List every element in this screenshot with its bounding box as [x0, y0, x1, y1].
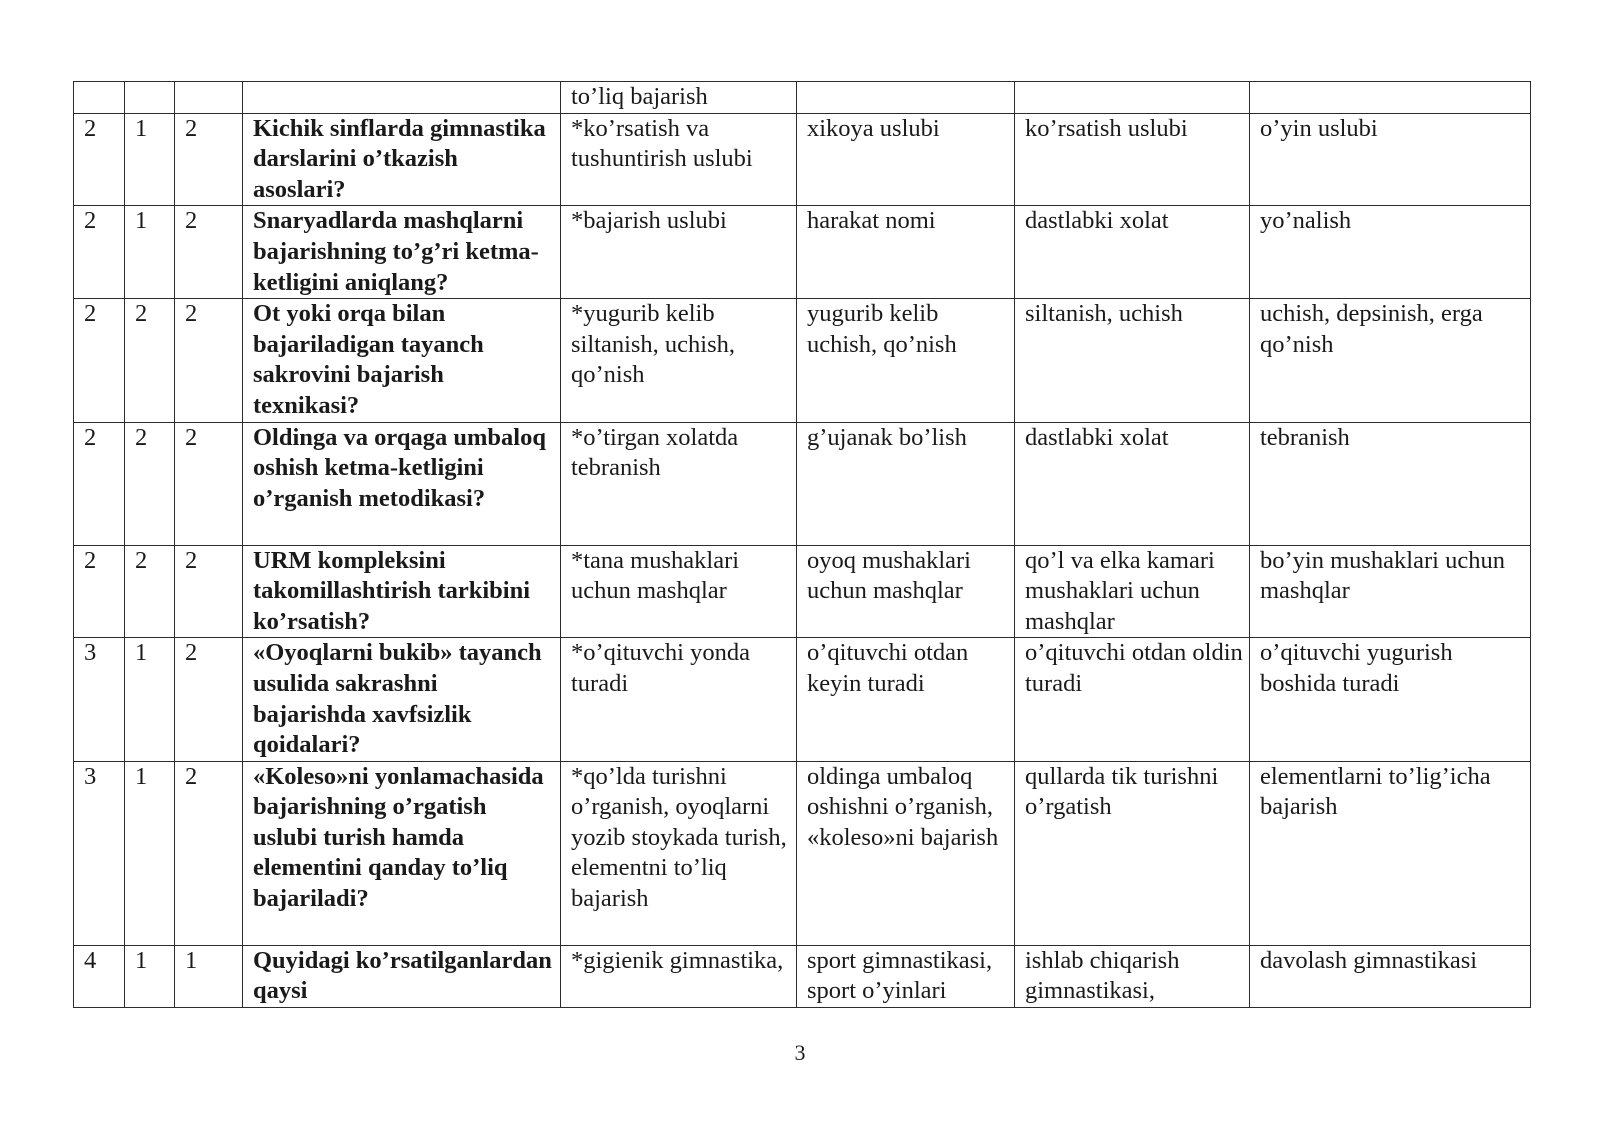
- cell-correct-answer: *qo’lda turishni o’rganish, oyoqlarni yozib stoykada turish, elementni to’liq bajarish: [561, 761, 797, 945]
- cell-answer-2: harakat nomi: [797, 206, 1015, 299]
- cell-answer-3: qo’l va elka kamari mushaklari uchun mashqlar: [1015, 545, 1250, 638]
- cell-section: 1: [125, 761, 175, 945]
- cell-level: 3: [74, 638, 125, 761]
- table-row: [74, 113, 1531, 206]
- cell-section: 1: [125, 638, 175, 761]
- cell-correct-answer: *o’tirgan xolatda tebranish: [561, 422, 797, 545]
- cell-level: 2: [74, 299, 125, 422]
- cell-level: 2: [74, 422, 125, 545]
- cell-question: [243, 82, 561, 114]
- cell-correct-answer: *ko’rsatish va tushuntirish uslubi: [561, 113, 797, 206]
- cell-answer-2: xikoya uslubi: [797, 113, 1015, 206]
- cell-answer-4: [1250, 82, 1531, 114]
- cell-answer-4: yo’nalish: [1250, 206, 1531, 299]
- cell-answer-3: ishlab chiqarish gimnastikasi,: [1015, 945, 1250, 1007]
- cell-level: [74, 82, 125, 114]
- table-row: [74, 945, 1531, 1007]
- cell-answer-3: qullarda tik turishni o’rgatish: [1015, 761, 1250, 945]
- cell-points: 1: [175, 945, 243, 1007]
- test-questions-table: [73, 81, 1531, 1008]
- cell-answer-4: davolash gimnastikasi: [1250, 945, 1531, 1007]
- table-row: [74, 206, 1531, 299]
- cell-correct-answer: to’liq bajarish: [561, 82, 797, 114]
- cell-points: 2: [175, 545, 243, 638]
- cell-answer-2: g’ujanak bo’lish: [797, 422, 1015, 545]
- cell-question: Oldinga va orqaga umbaloq oshish ketma-ketligini o’rganish metodikasi?: [243, 422, 561, 545]
- cell-answer-2: yugurib kelib uchish, qo’nish: [797, 299, 1015, 422]
- cell-question: Snaryadlarda mashqlarni bajarishning to’g’ri ketma-ketligini aniqlang?: [243, 206, 561, 299]
- cell-question: «Oyoqlarni bukib» tayanch usulida sakrashni bajarishda xavfsizlik qoidalari?: [243, 638, 561, 761]
- cell-answer-3: o’qituvchi otdan oldin turadi: [1015, 638, 1250, 761]
- cell-answer-4: bo’yin mushaklari uchun mashqlar: [1250, 545, 1531, 638]
- cell-answer-4: elementlarni to’lig’icha bajarish: [1250, 761, 1531, 945]
- cell-correct-answer: *yugurib kelib siltanish, uchish, qo’nish: [561, 299, 797, 422]
- cell-answer-2: oyoq mushaklari uchun mashqlar: [797, 545, 1015, 638]
- cell-points: 2: [175, 299, 243, 422]
- table-row: [74, 545, 1531, 638]
- cell-points: [175, 82, 243, 114]
- cell-question: Ot yoki orqa bilan bajariladigan tayanch sakrovini bajarish texnikasi?: [243, 299, 561, 422]
- cell-level: 2: [74, 545, 125, 638]
- cell-level: 2: [74, 206, 125, 299]
- cell-section: 2: [125, 299, 175, 422]
- cell-correct-answer: *bajarish uslubi: [561, 206, 797, 299]
- cell-level: 4: [74, 945, 125, 1007]
- cell-answer-4: o’qituvchi yugurish boshida turadi: [1250, 638, 1531, 761]
- cell-answer-3: [1015, 82, 1250, 114]
- cell-answer-2: sport gimnastikasi, sport o’yinlari: [797, 945, 1015, 1007]
- cell-points: 2: [175, 113, 243, 206]
- cell-answer-3: dastlabki xolat: [1015, 206, 1250, 299]
- cell-answer-4: uchish, depsinish, erga qo’nish: [1250, 299, 1531, 422]
- cell-answer-3: siltanish, uchish: [1015, 299, 1250, 422]
- cell-level: 2: [74, 113, 125, 206]
- table-row: [74, 422, 1531, 545]
- cell-answer-4: o’yin uslubi: [1250, 113, 1531, 206]
- table-row: [74, 761, 1531, 945]
- table-row: [74, 82, 1531, 114]
- table-row: [74, 638, 1531, 761]
- cell-answer-2: oldinga umbaloq oshishni o’rganish, «koleso»ni bajarish: [797, 761, 1015, 945]
- cell-answer-2: [797, 82, 1015, 114]
- cell-section: 1: [125, 945, 175, 1007]
- cell-points: 2: [175, 638, 243, 761]
- cell-question: URM kompleksini takomillashtirish tarkibini ko’rsatish?: [243, 545, 561, 638]
- cell-section: 1: [125, 206, 175, 299]
- cell-points: 2: [175, 206, 243, 299]
- cell-question: Kichik sinflarda gimnastika darslarini o’tkazish asoslari?: [243, 113, 561, 206]
- cell-section: 2: [125, 422, 175, 545]
- cell-correct-answer: *tana mushaklari uchun mashqlar: [561, 545, 797, 638]
- cell-question: Quyidagi ko’rsatilganlardan qaysi: [243, 945, 561, 1007]
- cell-answer-4: tebranish: [1250, 422, 1531, 545]
- cell-section: 1: [125, 113, 175, 206]
- table-row: [74, 299, 1531, 422]
- cell-section: 2: [125, 545, 175, 638]
- cell-question: «Koleso»ni yonlamachasida bajarishning o’rgatish uslubi turish hamda elementini qanday to’liq bajariladi?: [243, 761, 561, 945]
- cell-level: 3: [74, 761, 125, 945]
- cell-answer-2: o’qituvchi otdan keyin turadi: [797, 638, 1015, 761]
- page-number: 3: [794, 1040, 806, 1065]
- cell-correct-answer: *o’qituvchi yonda turadi: [561, 638, 797, 761]
- cell-points: 2: [175, 761, 243, 945]
- cell-correct-answer: *gigienik gimnastika,: [561, 945, 797, 1007]
- cell-section: [125, 82, 175, 114]
- cell-answer-3: ko’rsatish uslubi: [1015, 113, 1250, 206]
- cell-answer-3: dastlabki xolat: [1015, 422, 1250, 545]
- cell-points: 2: [175, 422, 243, 545]
